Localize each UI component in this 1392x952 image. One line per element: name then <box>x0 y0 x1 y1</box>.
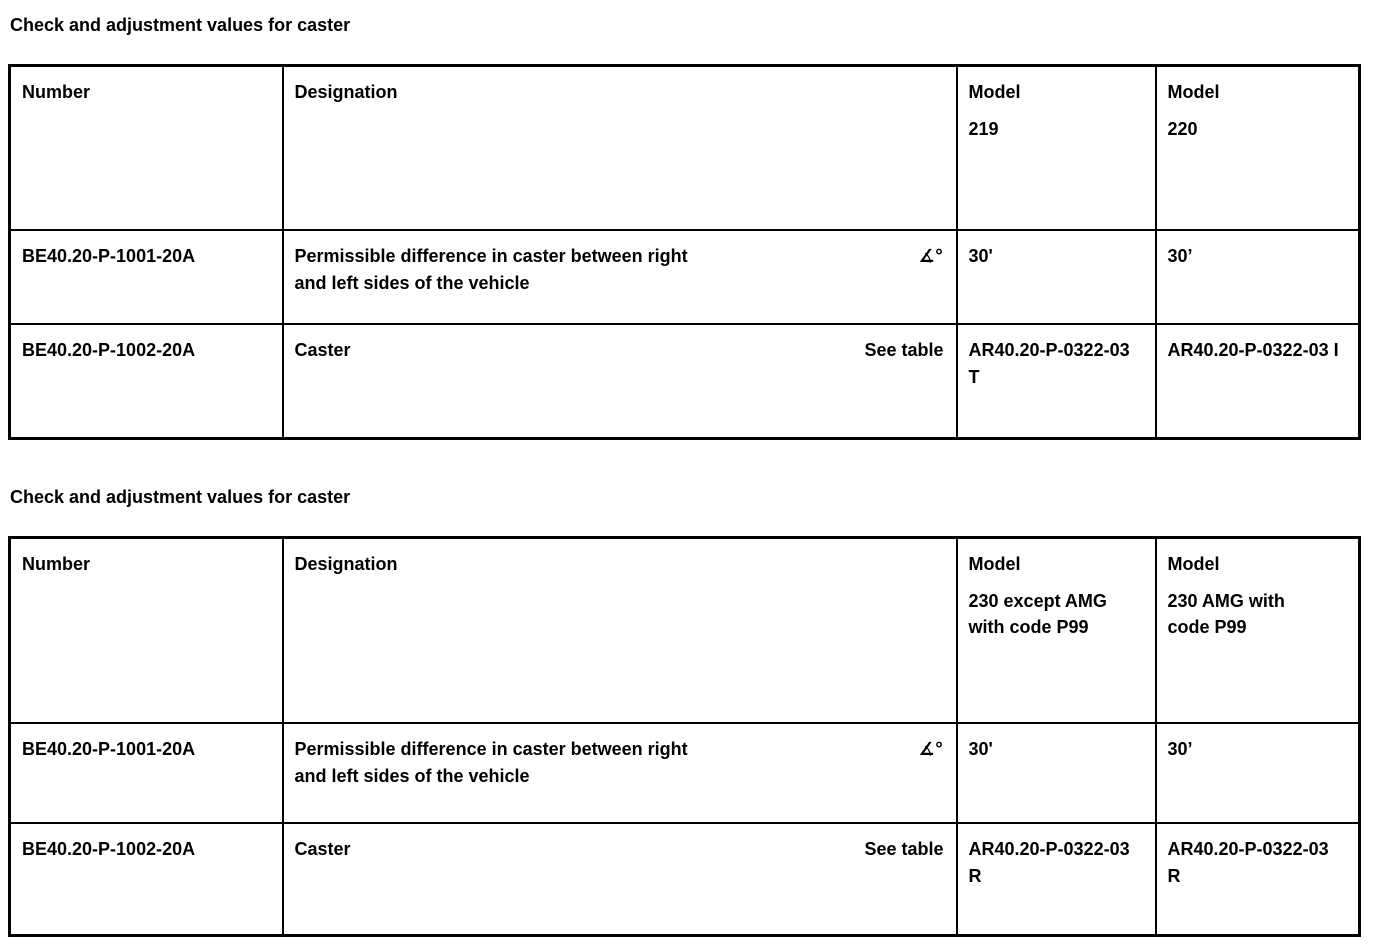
reference-code: AR40.20-P-0322-03 R <box>1167 838 1329 886</box>
model-label: Model <box>1167 82 1220 102</box>
model-number: 220 <box>1167 119 1198 139</box>
col-header-designation <box>283 66 957 230</box>
col-header-model-220 <box>1156 66 1360 230</box>
value-cell-model-219 <box>957 230 1156 324</box>
reference-cell-model-220 <box>1156 324 1360 439</box>
reference-cell-model-230-except-amg <box>957 823 1156 936</box>
angle-degree-icon: ∡° <box>918 738 944 760</box>
table-row <box>10 823 1360 936</box>
caster-values-table-230 <box>8 536 1361 937</box>
reference-cell-model-230-amg <box>1156 823 1360 936</box>
model-number: 230 except AMG with code P99 <box>968 591 1107 637</box>
value-text: 30' <box>968 738 993 759</box>
value-text: 30’ <box>1167 245 1193 266</box>
model-label: Model <box>968 554 1021 574</box>
designation-text: Permissible difference in caster between right and left sides of the vehicle <box>294 738 688 786</box>
section-title: Check and adjustment values for caster <box>10 15 351 35</box>
header-row <box>10 66 1360 230</box>
document-number: BE40.20-P-1002-20A <box>22 838 196 859</box>
document-number: BE40.20-P-1002-20A <box>22 339 196 360</box>
angle-degree-icon: ∡° <box>918 245 944 267</box>
value-text: 30' <box>968 245 993 266</box>
designation-text: Caster <box>294 339 351 360</box>
col-header-label: Number <box>22 554 91 574</box>
number-cell <box>10 723 283 823</box>
value-cell-model-230-amg <box>1156 723 1360 823</box>
value-cell-model-220 <box>1156 230 1360 324</box>
designation-cell <box>283 723 957 823</box>
designation-cell <box>283 823 957 936</box>
model-number: 219 <box>968 119 999 139</box>
number-cell <box>10 823 283 936</box>
col-header-label: Number <box>22 82 91 102</box>
designation-text: Caster <box>294 838 351 859</box>
designation-text: Permissible difference in caster between right and left sides of the vehicle <box>294 245 688 293</box>
col-header-model-219 <box>957 66 1156 230</box>
value-cell-model-230-except-amg <box>957 723 1156 823</box>
see-table-note: See table <box>864 838 944 859</box>
number-cell <box>10 230 283 324</box>
number-cell <box>10 324 283 439</box>
col-header-number <box>10 66 283 230</box>
model-number: 230 AMG with code P99 <box>1167 591 1285 637</box>
col-header-label: Designation <box>294 82 398 102</box>
see-table-note: See table <box>864 339 944 360</box>
reference-code: AR40.20-P-0322-03 I <box>1167 339 1339 360</box>
document-number: BE40.20-P-1001-20A <box>22 245 196 266</box>
col-header-model-230-except-amg <box>957 538 1156 723</box>
designation-cell <box>283 230 957 324</box>
col-header-designation <box>283 538 957 723</box>
reference-code: AR40.20-P-0322-03 T <box>968 339 1130 387</box>
model-label: Model <box>1167 554 1220 574</box>
col-header-label: Designation <box>294 554 398 574</box>
model-label: Model <box>968 82 1021 102</box>
value-text: 30’ <box>1167 738 1193 759</box>
header-row <box>10 538 1360 723</box>
caster-values-table-219-220 <box>8 64 1361 440</box>
reference-code: AR40.20-P-0322-03 R <box>968 838 1130 886</box>
section-title: Check and adjustment values for caster <box>10 487 351 507</box>
table-row <box>10 723 1360 823</box>
table-row <box>10 230 1360 324</box>
col-header-model-230-amg <box>1156 538 1360 723</box>
col-header-number <box>10 538 283 723</box>
reference-cell-model-219 <box>957 324 1156 439</box>
designation-cell <box>283 324 957 439</box>
table-row <box>10 324 1360 439</box>
document-number: BE40.20-P-1001-20A <box>22 738 196 759</box>
